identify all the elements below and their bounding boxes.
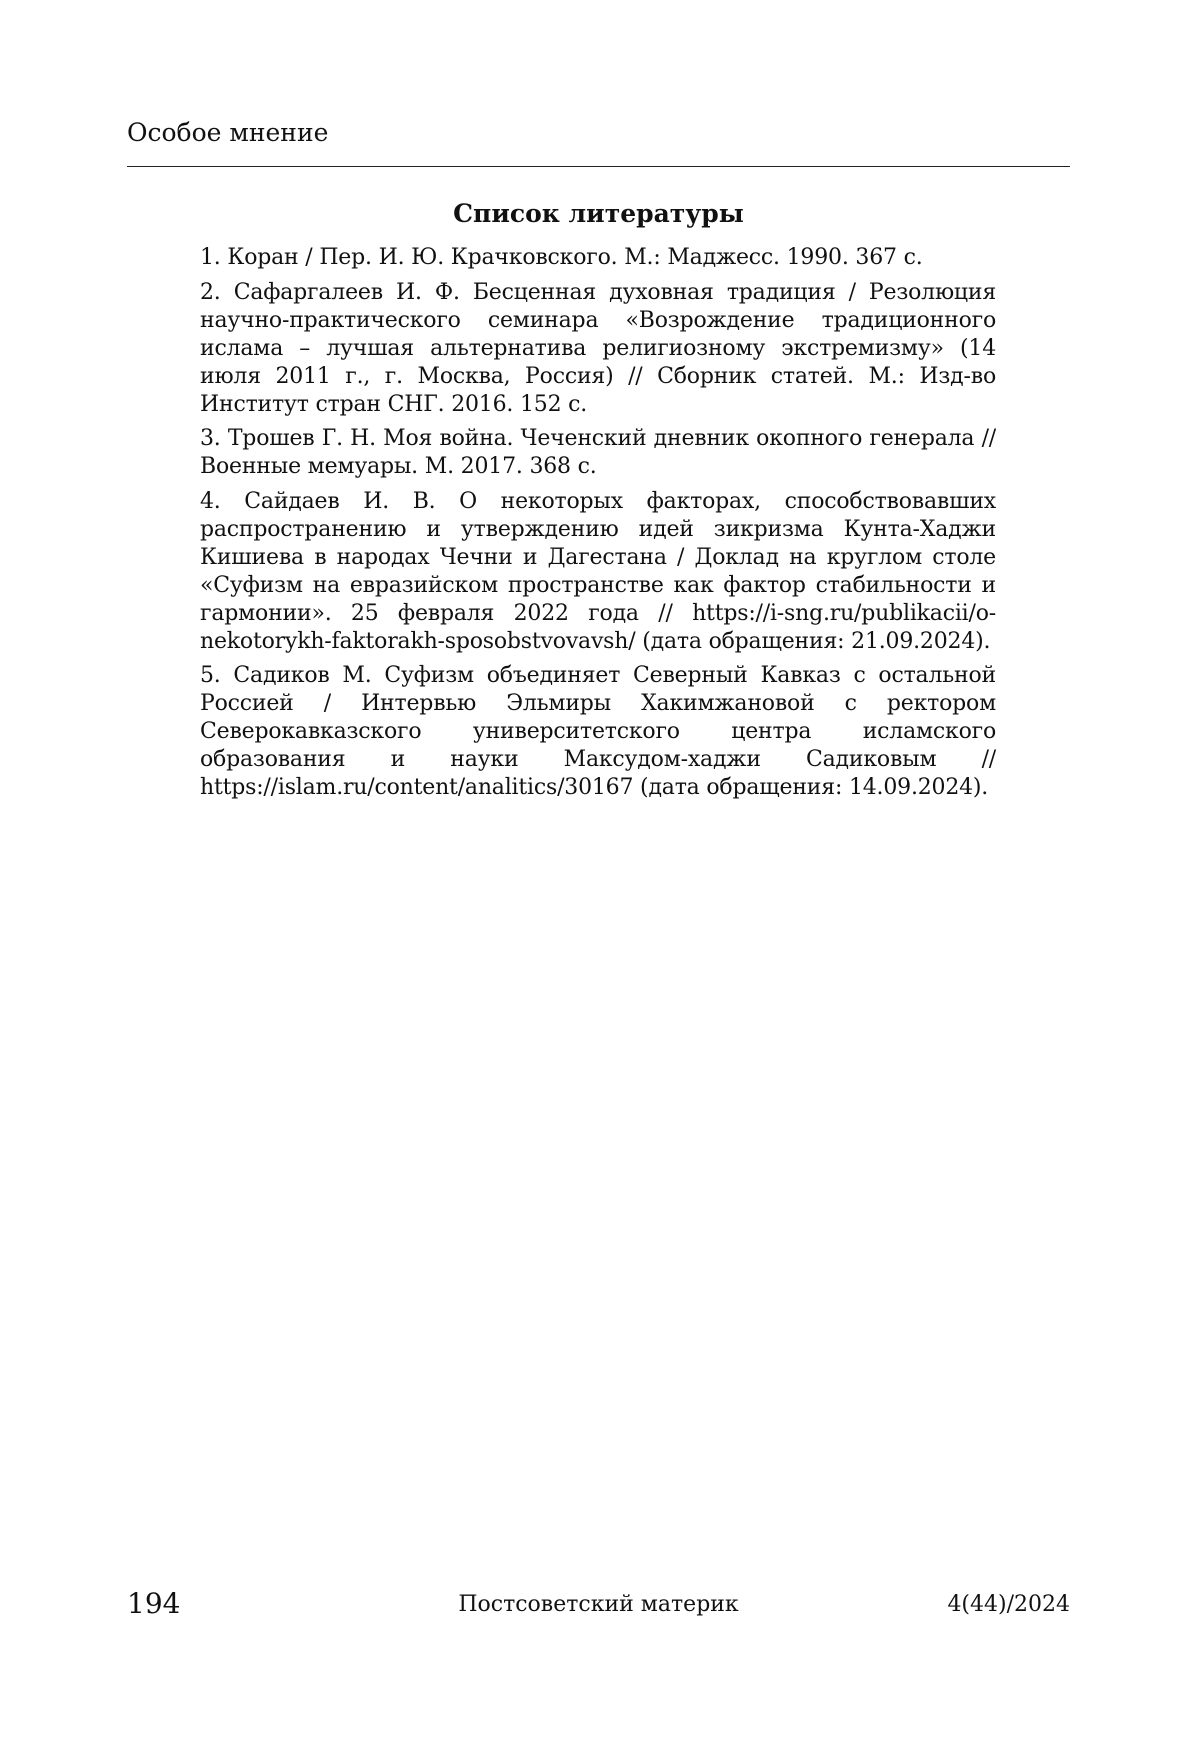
reference-item-4: 4. Сайдаев И. В. О некоторых факторах, способствовавших распространению и утверждению идей зикризма Кунта-Хаджи Кишиева в народах Чечни и Дагестана / Доклад на круглом столе «Суфизм на евразийском пространстве как фактор стабильности и гармонии». 25 февраля 2022 года // https://i-sng.ru/publikacii/o-nekotorykh-faktorakh-sposobstvovavsh/ (дата обращения: 21.09.2024). <box>200 488 996 654</box>
header-divider <box>127 166 1070 167</box>
references-title: Список литературы <box>453 199 744 228</box>
reference-item-3: 3. Трошев Г. Н. Моя война. Чеченский дневник окопного генерала // Военные мемуары. М. 2017. 368 с. <box>200 426 996 479</box>
page-footer <box>127 1587 1070 1621</box>
reference-item-1: 1. Коран / Пер. И. Ю. Крачковского. М.: Маджесс. 1990. 367 с. <box>200 245 923 270</box>
issue-number: 4(44)/2024 <box>947 1592 1070 1617</box>
page-number: 194 <box>127 1587 181 1620</box>
references-list <box>200 244 996 809</box>
reference-item-5: 5. Садиков М. Суфизм объединяет Северный Кавказ с остальной Россией / Интервью Эльмиры Хакимжановой с ректором Северокавказского университетского центра исламского образования и науки Максудом-хаджи Садиковым // https://islam.ru/content/analitics/30167 (дата обращения: 14.09.2024). <box>200 663 996 800</box>
running-header: Особое мнение <box>127 118 329 147</box>
journal-name: Постсоветский материк <box>458 1592 739 1617</box>
reference-item-2: 2. Сафаргалеев И. Ф. Бесценная духовная традиция / Резолюция научно-практического семинара «Возрождение традиционного ислама – лучшая альтернатива религиозному экстремизму» (14 июля 2011 г., г. Москва, Россия) // Сборник статей. М.: Изд-во Институт стран СНГ. 2016. 152 с. <box>200 279 996 417</box>
